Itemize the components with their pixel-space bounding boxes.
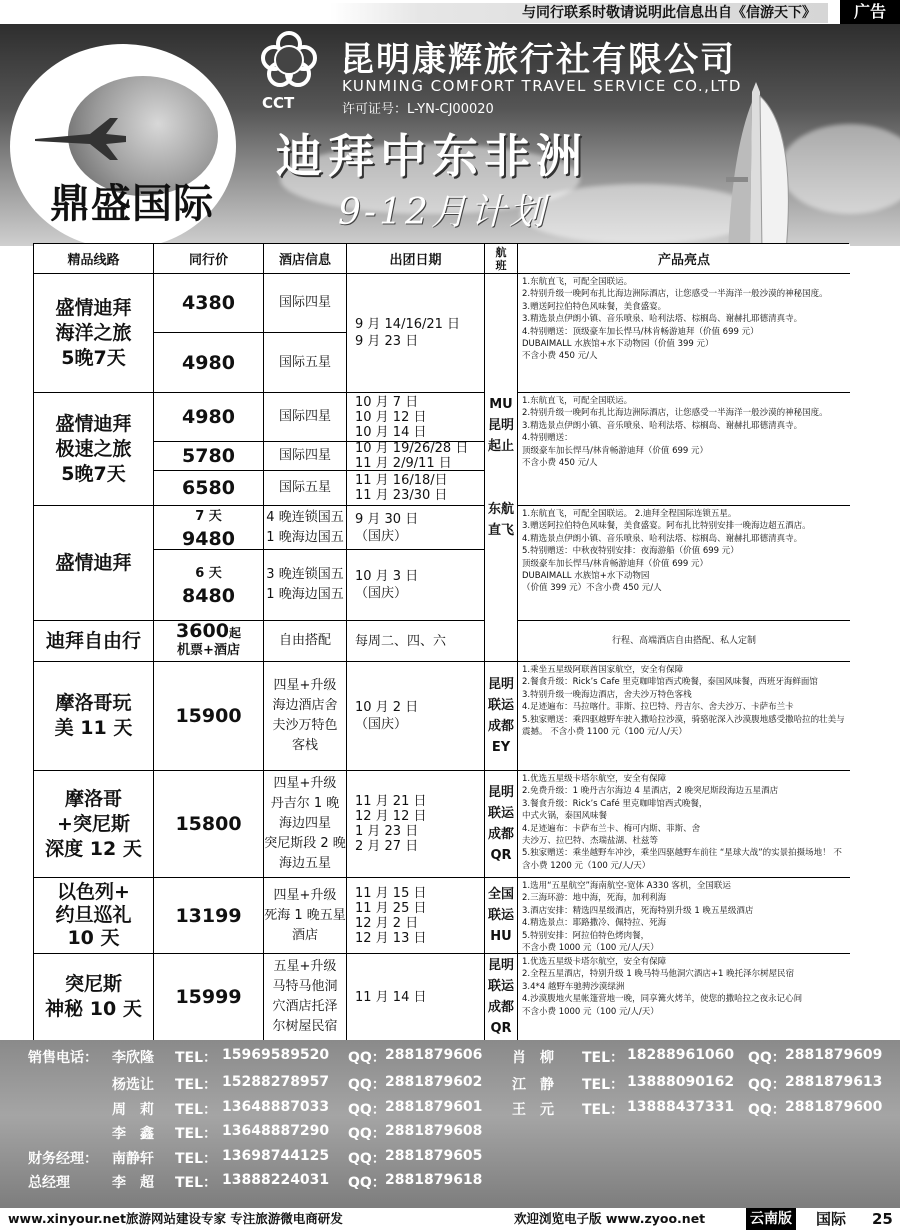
- highlights-cell: 1.优选五星级卡塔尔航空，安全有保障 2.免费升级：1 晚丹吉尔海边 4 星酒店，2 晚突尼斯段海边五星酒店 3.餐食升级：Rick’s Café 里克咖啡馆西式晚餐， 中式火锅，泰国风味餐 4.足迹遍布：卡萨布兰卡、梅可内斯、菲斯、舍 夫沙万、拉巴特、杰瑞盐湖、杜兹等 5.独家赠送：乘坐越野车冲沙，乘坐四驱越野车前往 “星球大战”的实景拍摄场地！ 不含小费 1200 元（100 元/人/天）: [518, 771, 850, 878]
- header-banner: [0, 24, 900, 246]
- sales-label: 销售电话：: [28, 1050, 98, 1066]
- contact-qq: 2881879600: [785, 1099, 883, 1115]
- contact-row: [0, 1123, 900, 1145]
- company-name-cn: 昆明康辉旅行社有限公司: [340, 40, 736, 80]
- tel-label: TEL：: [175, 1102, 218, 1118]
- footer-website-ad: www.xinyour.net旅游网站建设专家 专注旅游微电商研发: [8, 1211, 343, 1226]
- qq-label: QQ：: [348, 1151, 386, 1167]
- departure-dates: 11 月 14 日: [347, 954, 485, 1040]
- contact-tel: 13888224031: [222, 1172, 330, 1188]
- price-cell: 4980: [154, 393, 264, 442]
- edition-badge: 云南版: [746, 1208, 796, 1230]
- route-dubai-express: 盛情迪拜 极速之旅 5晚7天: [34, 393, 154, 506]
- contact-tel: 18288961060: [627, 1047, 735, 1063]
- header-highlights: 产品亮点: [518, 244, 850, 274]
- hotel-cell: 五星+升级 马特马他洞 穴酒店托泽 尔树屋民宿: [264, 954, 347, 1040]
- hotel-cell: 四星+升级 海边酒店舍 夫沙万特色 客栈: [264, 662, 347, 771]
- highlights-cell: 1.乘坐五星级阿联酋国家航空，安全有保障 2.餐食升级：Rick’s Cafe 里克咖啡馆西式晚餐，泰国风味餐，西班牙海鲜面馆 3.特别升级一晚海边酒店，舍夫沙万特色客栈 4.足迹遍布：马拉喀什。菲斯、拉巴特、丹吉尔、舍夫沙万、卡萨布兰卡 5.独家赠送：乘四驱越野车驶入撒哈拉沙漠，骑骆驼深入沙漠腹地感受撒哈拉的壮美与震撼。 不含小费 1100 元（100 元/人/天）: [518, 662, 850, 771]
- source-notice: 与同行联系时敬请说明此信息出自《信游天下》: [330, 3, 828, 23]
- contact-qq: 2881879602: [385, 1074, 483, 1090]
- departure-dates: 11 月 15 日 11 月 25 日 12 月 2 日 12 月 13 日: [347, 878, 485, 954]
- contact-tel: 15969589520: [222, 1047, 330, 1063]
- contact-qq: 2881879613: [785, 1074, 883, 1090]
- price-cell: 5780: [154, 442, 264, 471]
- contact-name: 杨选让: [112, 1077, 154, 1093]
- contact-tel: 13648887290: [222, 1123, 330, 1139]
- flight-info: 全国 联运 HU: [485, 878, 518, 954]
- price-cell: [154, 506, 264, 550]
- departure-dates: 9 月 14/16/21 日 9 月 23 日: [347, 274, 485, 393]
- tel-label: TEL：: [582, 1102, 625, 1118]
- highlights-cell: 行程、高端酒店自由搭配、私人定制: [518, 621, 850, 662]
- price-cell: 15999: [154, 954, 264, 1040]
- hotel-cell: 四星+升级 丹吉尔 1 晚 海边四星 突尼斯段 2 晚 海边五星: [264, 771, 347, 878]
- top-notice-bar: [0, 0, 900, 24]
- highlights-cell: 1.东航直飞，可配全国联运。 2.迪拜全程国际连锁五星。 3.赠送阿拉伯特色风味餐，美食盛宴。阿布扎比特别安排一晚海边超五酒店。 4.精选景点伊朗小镇、音乐喷泉、哈利法塔、棕榈岛、谢赫扎耶德清真寺。 5.特别赠送：中秋夜特别安排：夜海游船（价值 699 元） 顶级豪车加长悍马/林肯畅游迪拜（价值 699 元） DUBAIMALL 水族馆+水下动物园 （价值 399 元）不含小费 450 元/人: [518, 506, 850, 621]
- contact-name: 王 元: [512, 1102, 554, 1118]
- contact-name: 李 鑫: [112, 1126, 154, 1142]
- qq-label: QQ：: [348, 1050, 386, 1066]
- contact-row: [0, 1099, 900, 1121]
- qq-label: QQ：: [348, 1077, 386, 1093]
- tel-label: TEL：: [582, 1050, 625, 1066]
- contact-name: 肖 柳: [512, 1050, 554, 1066]
- contact-tel: 13698744125: [222, 1148, 330, 1164]
- tel-label: TEL：: [175, 1175, 218, 1191]
- contact-tel: 13648887033: [222, 1099, 330, 1115]
- contact-name: 李 超: [112, 1175, 154, 1191]
- dubai-flight-info: MU 昆明 起止 东航 直飞: [485, 274, 518, 662]
- hotel-cell: 国际四星: [264, 442, 347, 471]
- hotel-cell: 国际四星: [264, 274, 347, 333]
- hotel-cell: 四星+升级 死海 1 晚五星 酒店: [264, 878, 347, 954]
- trip-days: 6 天: [195, 566, 222, 581]
- qq-label: QQ：: [748, 1102, 786, 1118]
- contacts-panel: [0, 1040, 900, 1208]
- hotel-cell: 国际五星: [264, 471, 347, 506]
- hotel-cell: 3 晚连锁国五 1 晚海边国五: [264, 550, 347, 621]
- burj-al-arab-icon: [716, 82, 796, 246]
- contact-qq: 2881879609: [785, 1047, 883, 1063]
- contact-name: 江 静: [512, 1077, 554, 1093]
- departure-dates: 10 月 19/26/28 日 11 月 2/9/11 日: [347, 442, 485, 471]
- gm-label: 总经理: [28, 1175, 70, 1191]
- route-morocco: 摩洛哥玩 美 11 天: [34, 662, 154, 771]
- cct-logo-icon: [258, 30, 320, 90]
- contact-tel: 13888090162: [627, 1074, 735, 1090]
- departure-dates: 每周二、四、六: [347, 621, 485, 662]
- flight-info: 昆明 联运 成都 QR: [485, 954, 518, 1040]
- cct-mark: CCT: [262, 94, 295, 112]
- header-hotel: 酒店信息: [264, 244, 347, 274]
- contact-qq: 2881879605: [385, 1148, 483, 1164]
- flight-info: 昆明 联运 成都 QR: [485, 771, 518, 878]
- contact-name: 李欣隆: [112, 1050, 154, 1066]
- price-cell: 4980: [154, 333, 264, 393]
- route-israel-jordan: 以色列+ 约旦巡礼 10 天: [34, 878, 154, 954]
- license-number: 许可证号：L-YN-CJ00020: [342, 102, 494, 117]
- contact-row: [0, 1172, 900, 1194]
- airplane-icon: [30, 114, 130, 164]
- main-title: 迪拜中东非洲: [276, 129, 588, 183]
- highlights-cell: 1.选用“五星航空”海南航空-宽体 A330 客机，全国联运 2.三海环游：地中海，死海，加利利海 3.酒店安排：精选四星级酒店，死海特别升级 1 晚五星级酒店 4.精选景点：耶路撒冷、佩特拉、死海 5.特别安排：阿拉伯特色烤肉餐， 不含小费 1000 元（100 元/人/天）: [518, 878, 850, 954]
- contact-name: 周 莉: [112, 1102, 154, 1118]
- tel-label: TEL：: [175, 1077, 218, 1093]
- price-cell: 15900: [154, 662, 264, 771]
- departure-dates: 10 月 3 日 （国庆）: [347, 550, 485, 621]
- hotel-cell: 国际五星: [264, 333, 347, 393]
- price-note: 机票+酒店: [177, 643, 240, 658]
- footer-ebook-link: 欢迎浏览电子版 www.zyoo.net: [514, 1211, 706, 1226]
- departure-dates: 11 月 21 日 12 月 12 日 1 月 23 日 2 月 27 日: [347, 771, 485, 878]
- contact-row: [0, 1148, 900, 1170]
- route-tunisia: 突尼斯 神秘 10 天: [34, 954, 154, 1040]
- route-morocco-tunisia: 摩洛哥 +突尼斯 深度 12 天: [34, 771, 154, 878]
- qq-label: QQ：: [348, 1175, 386, 1191]
- route-dubai-ocean: 盛情迪拜 海洋之旅 5晚7天: [34, 274, 154, 393]
- departure-dates: 10 月 2 日 （国庆）: [347, 662, 485, 771]
- price-cell: 13199: [154, 878, 264, 954]
- highlights-cell: 1.东航直飞，可配全国联运。 2.特别升级一晚阿布扎比海边洲际酒店，让您感受一半海洋一般沙漠的神秘国度。 3.赠送阿拉伯特色风味餐，美食盛宴。 3.精选景点伊朗小镇、音乐喷泉、哈利法塔、棕榈岛、谢赫扎耶德清真寺。 4.特别赠送：顶级豪车加长悍马/林肯畅游迪拜（价值 699 元） DUBAIMALL 水族馆+水下动物园（价值 399 元） 不含小费 450 元/人: [518, 274, 850, 393]
- itinerary-table: [33, 243, 849, 1040]
- header-route: 精品线路: [34, 244, 154, 274]
- flight-info: 昆明 联运 成都 EY: [485, 662, 518, 771]
- hotel-cell: 自由搭配: [264, 621, 347, 662]
- price-cell: 4380: [154, 274, 264, 333]
- qq-label: QQ：: [348, 1102, 386, 1118]
- finance-label: 财务经理：: [28, 1151, 98, 1167]
- price-value: 8480: [182, 585, 235, 607]
- qq-label: QQ：: [748, 1077, 786, 1093]
- qq-label: QQ：: [748, 1050, 786, 1066]
- ad-tag: 广告: [840, 0, 900, 24]
- tel-label: TEL：: [175, 1050, 218, 1066]
- header-flight: 航班: [485, 244, 518, 274]
- contact-tel: 15288278957: [222, 1074, 330, 1090]
- price-unit: 起: [228, 626, 241, 640]
- departure-dates: 9 月 30 日 （国庆）: [347, 506, 485, 550]
- departure-dates: 10 月 7 日 10 月 12 日 10 月 14 日: [347, 393, 485, 442]
- tel-label: TEL：: [582, 1077, 625, 1093]
- section-name: 国际: [816, 1210, 847, 1228]
- price-cell: [154, 550, 264, 621]
- agency-logo: [10, 44, 236, 246]
- price-cell: [154, 621, 264, 662]
- price-value: 9480: [182, 527, 235, 550]
- route-dubai-free: 迪拜自由行: [34, 621, 154, 662]
- company-name-en: KUNMING COMFORT TRAVEL SERVICE CO.,LTD: [342, 77, 742, 95]
- qq-label: QQ：: [348, 1126, 386, 1142]
- contact-qq: 2881879608: [385, 1123, 483, 1139]
- price-cell: 6580: [154, 471, 264, 506]
- route-dubai-holiday: 盛情迪拜: [34, 506, 154, 621]
- page-footer: [0, 1208, 900, 1230]
- highlights-cell: 1.东航直飞，可配全国联运。 2.特别升级一晚阿布扎比海边洲际酒店，让您感受一半海洋一般沙漠的神秘国度。 3.精选景点伊朗小镇、音乐喷泉、哈利法塔、棕榈岛、谢赫扎耶德清真寺。 4.特别赠送： 顶级豪车加长悍马/林肯畅游迪拜（价值 699 元） 不含小费 450 元/人: [518, 393, 850, 506]
- highlights-cell: 1.优选五星级卡塔尔航空，安全有保障 2.全程五星酒店，特别升级 1 晚马特马他洞穴酒店+1 晚托泽尔树屋民宿 3.4*4 越野车驰骋沙漠绿洲 4.沙漠腹地火星帐篷营地一晚，同享篝火烤羊，使您的撒哈拉之夜永记心间 不含小费 1000 元（100 元/人/天）: [518, 954, 850, 1040]
- contact-qq: 2881879618: [385, 1172, 483, 1188]
- price-cell: 15800: [154, 771, 264, 878]
- hotel-cell: 国际四星: [264, 393, 347, 442]
- tel-label: TEL：: [175, 1126, 218, 1142]
- hotel-cell: 4 晚连锁国五 1 晚海边国五: [264, 506, 347, 550]
- header-price: 同行价: [154, 244, 264, 274]
- page-number: 25: [872, 1210, 893, 1228]
- header-dates: 出团日期: [347, 244, 485, 274]
- price-value: 3600: [176, 621, 229, 642]
- contact-name: 南静轩: [112, 1151, 154, 1167]
- trip-days: 7 天: [195, 508, 222, 524]
- contact-row: [0, 1074, 900, 1096]
- cloud-decoration: [780, 124, 900, 214]
- contact-row: [0, 1047, 900, 1069]
- contact-qq: 2881879601: [385, 1099, 483, 1115]
- departure-dates: 11 月 16/18/日 11 月 23/30 日: [347, 471, 485, 506]
- tel-label: TEL：: [175, 1151, 218, 1167]
- contact-qq: 2881879606: [385, 1047, 483, 1063]
- contact-tel: 13888437331: [627, 1099, 735, 1115]
- agency-logo-name: 鼎盛国际: [50, 180, 214, 227]
- plan-subtitle: 9-12月计划: [338, 192, 548, 233]
